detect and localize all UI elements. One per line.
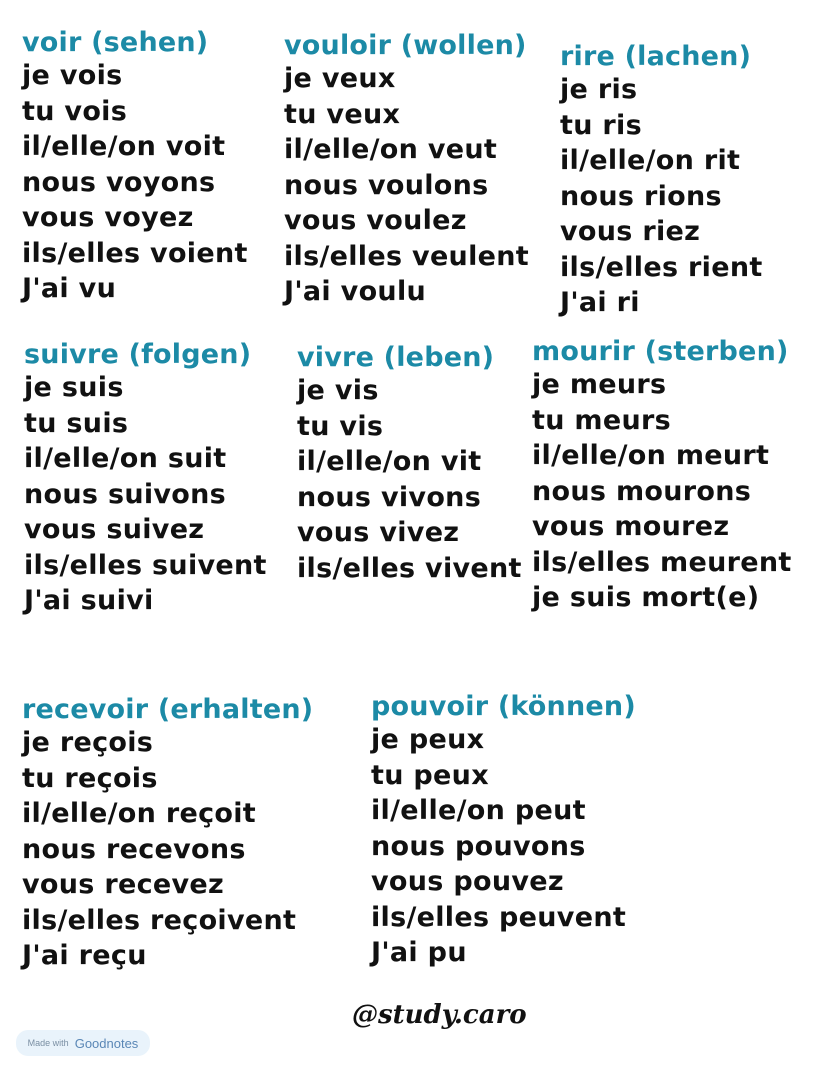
conjugation-line: il/elle/on voit — [22, 131, 226, 162]
conjugation-line: ils/elles meurent — [532, 546, 792, 578]
conjugation-line: il/elle/on vit — [297, 446, 482, 477]
conjugation-line: nous vivons — [297, 481, 482, 513]
conjugation-line: ils/elles vivent — [297, 552, 522, 584]
conjugation-line: je suis — [24, 372, 124, 403]
conjugation-line: il/elle/on reçoit — [22, 798, 256, 829]
conjugation-line: nous pouvons — [371, 830, 586, 862]
conjugation-line: vous mourez — [532, 511, 730, 542]
conjugation-line: ils/elles reçoivent — [22, 904, 297, 936]
verb-block-vouloir — [284, 31, 529, 310]
conjugation-line: tu ris — [560, 109, 642, 141]
made-with-goodnotes-badge[interactable] — [16, 1030, 150, 1056]
verb-heading: voir (sehen) — [22, 27, 209, 58]
conjugation-line: il/elle/on suit — [24, 443, 227, 474]
verb-heading: suivre (folgen) — [24, 339, 252, 370]
author-handle: @study.caro — [352, 1000, 527, 1030]
conjugation-line: nous voyons — [22, 166, 216, 198]
conjugation-line: ils/elles peuvent — [371, 901, 627, 933]
verb-heading: pouvoir (können) — [371, 691, 636, 722]
conjugation-line: J'ai pu — [371, 937, 467, 968]
verb-heading: vivre (leben) — [297, 342, 495, 373]
conjugation-line: je vois — [22, 60, 123, 91]
conjugation-line: nous rions — [560, 180, 722, 212]
verb-block-suivre — [24, 340, 267, 619]
conjugation-line: vous riez — [560, 216, 701, 247]
verb-heading: vouloir (wollen) — [284, 30, 527, 61]
conjugation-line: vous voulez — [284, 205, 467, 236]
conjugation-line: vous recevez — [22, 869, 225, 900]
conjugation-line: J'ai ri — [560, 287, 640, 318]
conjugation-line: nous suivons — [24, 478, 227, 510]
conjugation-line: il/elle/on rit — [560, 145, 741, 176]
verb-block-pouvoir — [371, 692, 636, 971]
conjugation-line: ils/elles rient — [560, 251, 763, 283]
verb-heading: mourir (sterben) — [532, 336, 789, 367]
verb-block-rire — [560, 42, 763, 321]
conjugation-line: vous suivez — [24, 514, 205, 545]
verb-block-voir — [22, 28, 248, 307]
conjugation-line: ils/elles veulent — [284, 240, 529, 272]
conjugation-line: il/elle/on meurt — [532, 440, 770, 471]
conjugation-line: vous voyez — [22, 202, 194, 233]
badge-brand: Goodnotes — [74, 1035, 139, 1051]
conjugation-line: J'ai voulu — [284, 276, 427, 307]
verb-block-recevoir — [22, 695, 313, 974]
conjugation-line: J'ai suivi — [24, 585, 154, 616]
conjugation-line: J'ai vu — [22, 273, 117, 304]
conjugation-line: nous recevons — [22, 833, 246, 865]
conjugation-line: je vis — [297, 375, 379, 406]
conjugation-line: tu vis — [297, 410, 384, 442]
conjugation-line: J'ai reçu — [22, 940, 147, 971]
verb-heading: rire (lachen) — [560, 41, 752, 72]
verb-block-vivre — [297, 343, 522, 586]
conjugation-line: tu veux — [284, 98, 401, 130]
conjugation-line: vous vivez — [297, 517, 460, 548]
badge-prefix: Made with — [27, 1038, 69, 1048]
conjugation-line: tu meurs — [532, 404, 671, 436]
conjugation-line: je meurs — [532, 369, 667, 400]
verb-heading: recevoir (erhalten) — [22, 694, 314, 725]
conjugation-line: je peux — [371, 724, 485, 755]
conjugation-line: ils/elles suivent — [24, 549, 267, 581]
conjugation-line: je suis mort(e) — [532, 582, 760, 613]
conjugation-line: tu vois — [22, 95, 128, 127]
conjugation-line: nous voulons — [284, 169, 489, 201]
conjugation-line: tu reçois — [22, 762, 158, 794]
conjugation-line: nous mourons — [532, 475, 752, 507]
conjugation-line: tu peux — [371, 759, 489, 791]
conjugation-line: vous pouvez — [371, 866, 564, 897]
conjugation-line: je ris — [560, 74, 638, 105]
conjugation-line: tu suis — [24, 407, 129, 439]
verb-block-mourir — [532, 337, 792, 616]
conjugation-line: je veux — [284, 63, 396, 94]
conjugation-line: il/elle/on peut — [371, 795, 586, 826]
conjugation-line: il/elle/on veut — [284, 134, 498, 165]
conjugation-line: ils/elles voient — [22, 237, 248, 269]
conjugation-line: je reçois — [22, 727, 154, 758]
